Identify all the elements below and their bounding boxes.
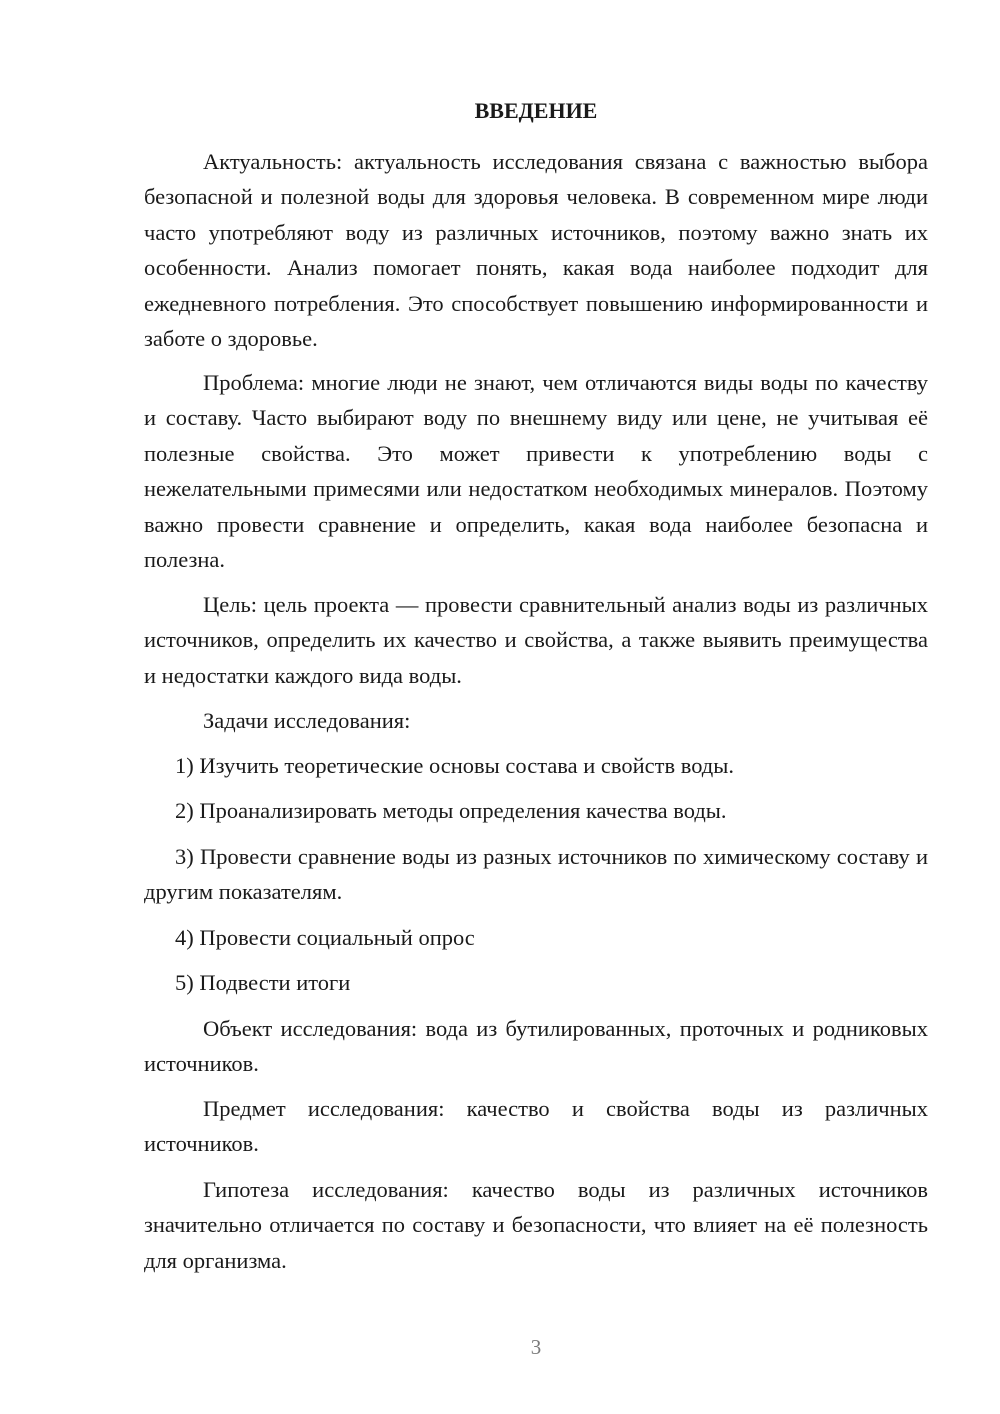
task-item-3: 3) Провести сравнение воды из разных источников по химическому составу и другим показателям. xyxy=(144,844,928,905)
task-item-2: 2) Проанализировать методы определения качества воды. xyxy=(175,798,727,823)
task-item-5: 5) Подвести итоги xyxy=(175,970,351,995)
paragraph-object: Объект исследования: вода из бутилированных, проточных и родниковых источников. xyxy=(144,1016,928,1077)
paragraph-problem: Проблема: многие люди не знают, чем отличаются виды воды по качеству и составу. Часто выбирают воду по внешнему виду или цене, не учитывая её полезные свойства. Это может привести к употреблению воды с нежелательными примесями или недостатком необходимых минералов. Поэтому важно провести сравнение и определить, какая вода наиболее безопасна и полезна. xyxy=(144,370,928,573)
task-item-1: 1) Изучить теоретические основы состава и свойств воды. xyxy=(175,753,734,778)
page-title: ВВЕДЕНИЕ xyxy=(474,98,598,123)
paragraph-goal: Цель: цель проекта — провести сравнительный анализ воды из различных источников, определить их качество и свойства, а также выявить преимущества и недостатки каждого вида воды. xyxy=(144,592,928,688)
task-item-4: 4) Провести социальный опрос xyxy=(175,925,475,950)
paragraph-subject: Предмет исследования: качество и свойства воды из различных источников. xyxy=(144,1096,928,1157)
paragraph-tasks-heading: Задачи исследования: xyxy=(203,708,411,733)
paragraph-hypothesis: Гипотеза исследования: качество воды из различных источников значительно отличается по составу и безопасности, что влияет на её полезность для организма. xyxy=(144,1177,928,1273)
page-number: 3 xyxy=(530,1335,542,1359)
paragraph-relevance: Актуальность: актуальность исследования связана с важностью выбора безопасной и полезной воды для здоровья человека. В современном мире люди часто употребляют воду из различных источников, поэтому важно знать их особенности. Анализ помогает понять, какая вода наиболее подходит для ежедневного потребления. Это способствует повышению информированности и заботе о здоровье. xyxy=(144,149,928,352)
